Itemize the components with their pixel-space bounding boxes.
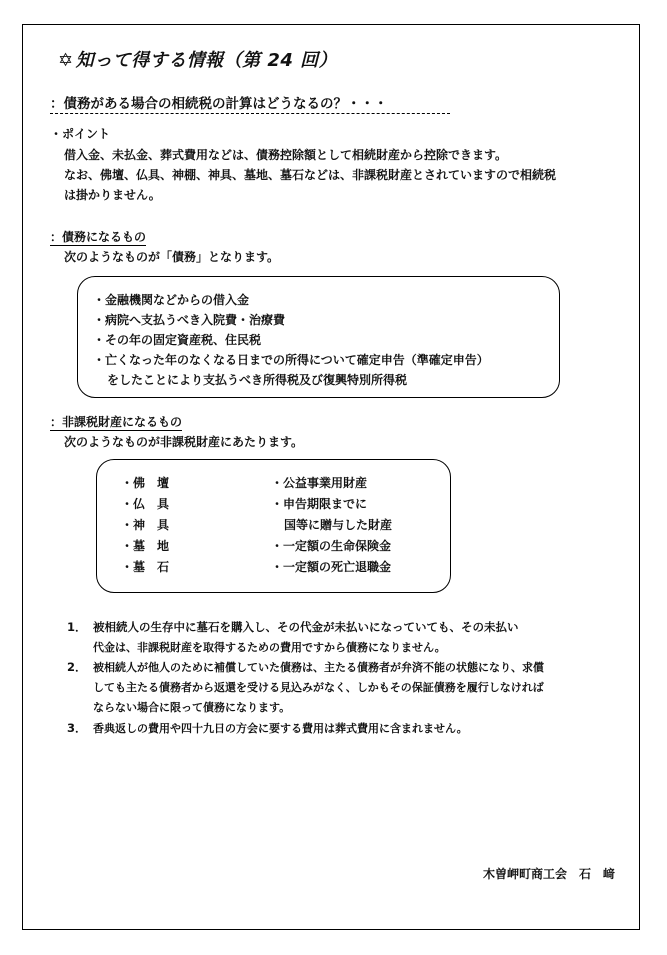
debt-item: ・その年の固定資産税、住民税: [93, 333, 262, 347]
nontax-right-item: ・申告期限までに: [271, 497, 368, 511]
debt-item-continued: をしたことにより支払うべき所得税及び復興特別所得税: [107, 373, 408, 387]
nontax-left-item: ・墓 石: [121, 560, 170, 574]
debt-item: ・金融機関などからの借入金: [93, 293, 250, 307]
point-line-2: なお、佛壇、仏具、神棚、神具、墓地、墓石などは、非課税財産とされていますので相続税: [64, 168, 557, 182]
nontax-heading: ：非課税財産になるもの: [50, 415, 183, 429]
page-title: [58, 46, 337, 72]
signature: 木曽岬町商工会 石 﨑: [482, 867, 615, 881]
nontax-right-item: ・一定額の死亡退職金: [271, 560, 392, 574]
note-number: 1．: [67, 620, 87, 634]
page-subtitle: ：債務がある場合の相続税の計算はどうなるの？・・・: [50, 92, 450, 114]
note-number: 3．: [67, 721, 87, 735]
note-line: 被相続人の生存中に墓石を購入し、その代金が未払いになっていても、その未払い: [93, 620, 519, 634]
note-line: 香典返しの費用や四十九日の方会に要する費用は葬式費用に含まれません。: [93, 722, 468, 735]
nontax-left-item: ・神 具: [121, 518, 170, 532]
nontax-right-item: 国等に贈与した財産: [284, 518, 393, 532]
nontax-right-item: ・公益事業用財産: [271, 476, 368, 490]
note-line: 被相続人が他人のために補償していた債務は、主たる債務者が弁済不能の状態になり、求償: [93, 661, 544, 674]
point-line-3: は掛かりません。: [64, 188, 161, 202]
note-line: しても主たる債務者から返還を受ける見込みがなく、しかもその保証債務を履行しなければ: [93, 681, 544, 694]
debt-intro: 次のようなものが「債務」となります。: [64, 250, 280, 264]
page-title-text: 知って得する情報（第 24 回）: [75, 50, 338, 71]
star-icon: ✡: [58, 50, 74, 71]
debt-heading: ：債務になるもの: [50, 230, 147, 244]
point-line-1: 借入金、未払金、葬式費用などは、債務控除額として相続財産から控除できます。: [64, 148, 508, 162]
nontax-right-item: ・一定額の生命保険金: [271, 539, 392, 553]
nontax-left-item: ・墓 地: [121, 539, 170, 553]
debt-item: ・病院へ支払うべき入院費・治療費: [93, 313, 286, 327]
debt-item: ・亡くなった年のなくなる日までの所得について確定申告（準確定申告）: [93, 353, 489, 367]
nontax-intro: 次のようなものが非課税財産にあたります。: [64, 435, 304, 449]
note-line: ならない場合に限って債務になります。: [93, 701, 291, 714]
note-number: 2．: [67, 660, 87, 674]
note-line: 代金は、非課税財産を取得するための費用ですから債務になりません。: [93, 641, 446, 654]
nontax-left-item: ・仏 具: [121, 497, 170, 511]
nontax-left-item: ・佛 壇: [121, 476, 170, 490]
point-heading: ・ポイント: [50, 127, 111, 141]
